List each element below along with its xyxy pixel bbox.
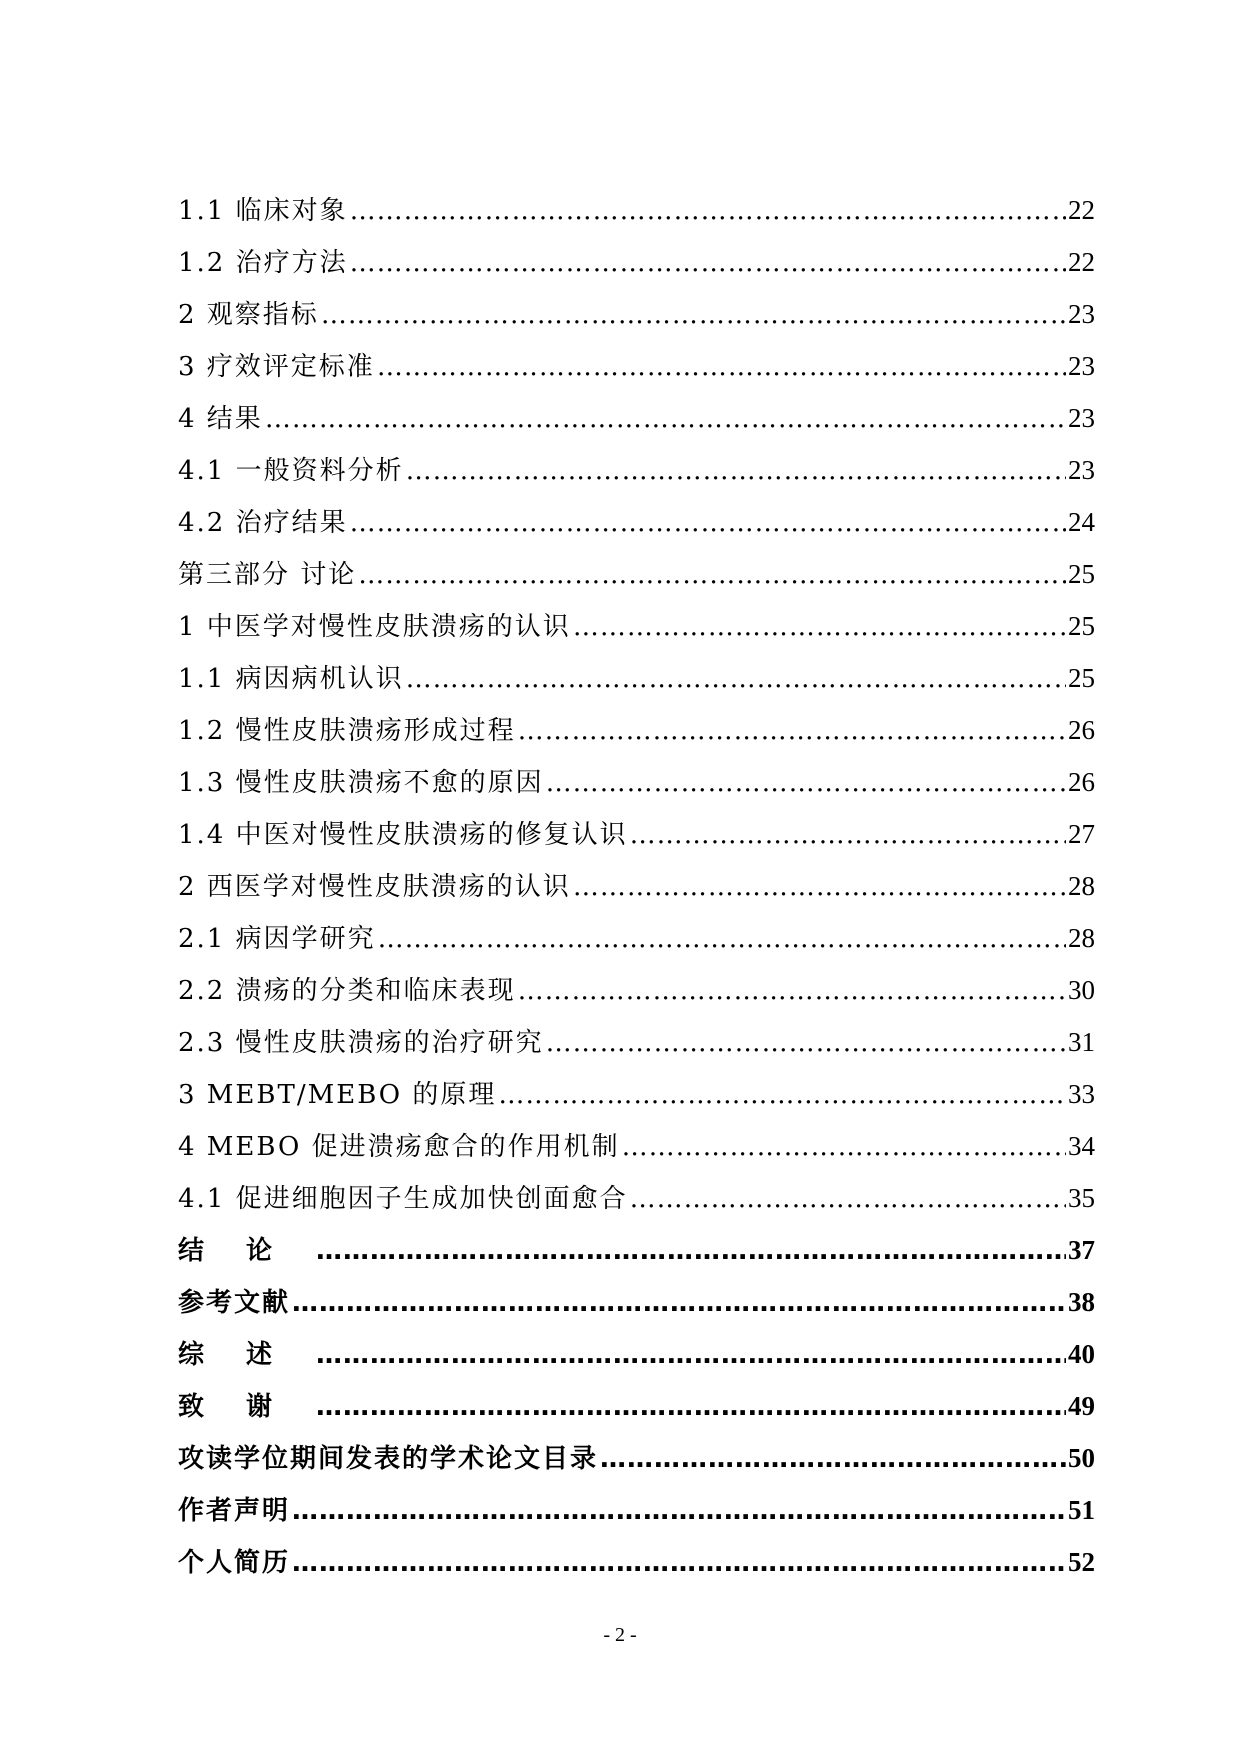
toc-entry-page: 27 xyxy=(1068,819,1095,849)
toc-entry-page: 28 xyxy=(1068,871,1095,901)
toc-entry-label: 4.2 治疗结果 xyxy=(178,508,348,538)
toc-entry-label: 1.1 临床对象 xyxy=(178,196,348,226)
toc-entry-page: 23 xyxy=(1068,403,1095,433)
toc-dot-leader xyxy=(573,601,1066,653)
toc-entry[interactable] xyxy=(178,288,1095,340)
toc-entry-page: 35 xyxy=(1068,1183,1095,1213)
toc-dot-leader xyxy=(358,549,1066,601)
toc-entry[interactable] xyxy=(178,1432,1095,1484)
toc-entry[interactable] xyxy=(178,860,1095,912)
toc-entry-page: 26 xyxy=(1068,715,1095,745)
toc-entry-page: 25 xyxy=(1068,559,1095,589)
toc-entry-label: 2.2 溃疡的分类和临床表现 xyxy=(178,976,516,1006)
toc-entry[interactable] xyxy=(178,964,1095,1016)
toc-entry-page: 22 xyxy=(1068,195,1095,225)
toc-entry-label: 第三部分 讨论 xyxy=(178,560,357,590)
toc-dot-leader xyxy=(630,1173,1066,1225)
toc-entry-label: 2.3 慢性皮肤溃疡的治疗研究 xyxy=(178,1028,544,1058)
toc-entry[interactable] xyxy=(178,600,1095,652)
toc-dot-leader xyxy=(630,809,1066,861)
toc-entry-page: 24 xyxy=(1068,507,1095,537)
toc-entry[interactable] xyxy=(178,1380,1095,1432)
toc-dot-leader xyxy=(316,1225,1066,1277)
toc-entry[interactable] xyxy=(178,912,1095,964)
toc-entry[interactable] xyxy=(178,704,1095,756)
toc-dot-leader xyxy=(292,1485,1066,1537)
toc-dot-leader xyxy=(350,185,1066,237)
toc-entry-label: 1.2 慢性皮肤溃疡形成过程 xyxy=(178,716,516,746)
toc-entry-label: 4 结果 xyxy=(178,404,263,434)
toc-entry-label: 攻读学位期间发表的学术论文目录 xyxy=(178,1444,599,1474)
toc-entry[interactable] xyxy=(178,1172,1095,1224)
toc-entry[interactable] xyxy=(178,1016,1095,1068)
toc-dot-leader xyxy=(265,393,1066,445)
toc-dot-leader xyxy=(292,1537,1066,1589)
toc-entry-page: 52 xyxy=(1068,1547,1095,1577)
toc-entry-page: 38 xyxy=(1068,1287,1095,1317)
toc-entry-label: 3 疗效评定标准 xyxy=(178,352,375,382)
toc-entry-page: 34 xyxy=(1068,1131,1095,1161)
toc-dot-leader xyxy=(350,237,1066,289)
toc-entry[interactable] xyxy=(178,1484,1095,1536)
toc-entry-page: 26 xyxy=(1068,767,1095,797)
toc-dot-leader xyxy=(573,861,1066,913)
toc-entry-page: 23 xyxy=(1068,351,1095,381)
toc-entry[interactable] xyxy=(178,548,1095,600)
toc-dot-leader xyxy=(622,1121,1066,1173)
toc-entry-page: 23 xyxy=(1068,299,1095,329)
toc-entry-page: 25 xyxy=(1068,611,1095,641)
toc-entry-page: 49 xyxy=(1068,1391,1095,1421)
toc-dot-leader xyxy=(321,289,1066,341)
toc-entry[interactable] xyxy=(178,1536,1095,1588)
table-of-contents xyxy=(178,184,1095,1588)
toc-entry[interactable] xyxy=(178,808,1095,860)
toc-entry[interactable] xyxy=(178,652,1095,704)
toc-dot-leader xyxy=(518,705,1066,757)
toc-entry-page: 30 xyxy=(1068,975,1095,1005)
toc-dot-leader xyxy=(406,653,1066,705)
toc-entry-page: 50 xyxy=(1068,1443,1095,1473)
toc-entry-label: 4.1 一般资料分析 xyxy=(178,456,404,486)
toc-entry-label: 1.1 病因病机认识 xyxy=(178,664,404,694)
toc-entry-label: 个人简历 xyxy=(178,1548,291,1578)
toc-dot-leader xyxy=(377,341,1066,393)
toc-entry[interactable] xyxy=(178,392,1095,444)
toc-entry[interactable] xyxy=(178,184,1095,236)
toc-entry-label: 1.4 中医对慢性皮肤溃疡的修复认识 xyxy=(178,820,628,850)
toc-entry-page: 37 xyxy=(1068,1235,1095,1265)
toc-entry-page: 40 xyxy=(1068,1339,1095,1369)
toc-dot-leader xyxy=(546,1017,1066,1069)
toc-dot-leader xyxy=(316,1381,1066,1433)
toc-entry[interactable] xyxy=(178,496,1095,548)
toc-entry-page: 28 xyxy=(1068,923,1095,953)
toc-entry-label: 结论 xyxy=(178,1236,315,1266)
toc-dot-leader xyxy=(316,1329,1066,1381)
toc-entry-label: 致谢 xyxy=(178,1392,315,1422)
toc-entry-label: 参考文献 xyxy=(178,1288,291,1318)
toc-entry[interactable] xyxy=(178,340,1095,392)
toc-entry-label: 1 中医学对慢性皮肤溃疡的认识 xyxy=(178,612,571,642)
toc-entry[interactable] xyxy=(178,1224,1095,1276)
toc-entry-label: 2 西医学对慢性皮肤溃疡的认识 xyxy=(178,872,571,902)
toc-entry-label: 作者声明 xyxy=(178,1496,291,1526)
toc-dot-leader xyxy=(498,1069,1066,1121)
toc-entry[interactable] xyxy=(178,1120,1095,1172)
toc-entry-label: 3 MEBT/MEBO 的原理 xyxy=(178,1080,497,1110)
toc-entry-page: 22 xyxy=(1068,247,1095,277)
toc-dot-leader xyxy=(378,913,1066,965)
toc-entry-label: 2 观察指标 xyxy=(178,300,319,330)
toc-entry-page: 23 xyxy=(1068,455,1095,485)
toc-entry-page: 25 xyxy=(1068,663,1095,693)
toc-entry-label: 1.2 治疗方法 xyxy=(178,248,348,278)
toc-dot-leader xyxy=(292,1277,1066,1329)
toc-dot-leader xyxy=(406,445,1066,497)
toc-entry[interactable] xyxy=(178,1276,1095,1328)
toc-entry[interactable] xyxy=(178,444,1095,496)
toc-dot-leader xyxy=(518,965,1066,1017)
toc-dot-leader xyxy=(546,757,1066,809)
toc-entry[interactable] xyxy=(178,1328,1095,1380)
toc-entry[interactable] xyxy=(178,1068,1095,1120)
toc-dot-leader xyxy=(600,1433,1066,1485)
toc-entry-label: 4 MEBO 促进溃疡愈合的作用机制 xyxy=(178,1132,620,1162)
toc-entry-page: 51 xyxy=(1068,1495,1095,1525)
toc-entry-page: 33 xyxy=(1068,1079,1095,1109)
toc-entry[interactable] xyxy=(178,236,1095,288)
toc-entry-label: 综述 xyxy=(178,1340,315,1370)
toc-dot-leader xyxy=(350,497,1066,549)
toc-entry[interactable] xyxy=(178,756,1095,808)
toc-entry-label: 1.3 慢性皮肤溃疡不愈的原因 xyxy=(178,768,544,798)
toc-entry-label: 2.1 病因学研究 xyxy=(178,924,376,954)
page-number: - 2 - xyxy=(603,1624,637,1646)
toc-entry-label: 4.1 促进细胞因子生成加快创面愈合 xyxy=(178,1184,628,1214)
toc-entry-page: 31 xyxy=(1068,1027,1095,1057)
